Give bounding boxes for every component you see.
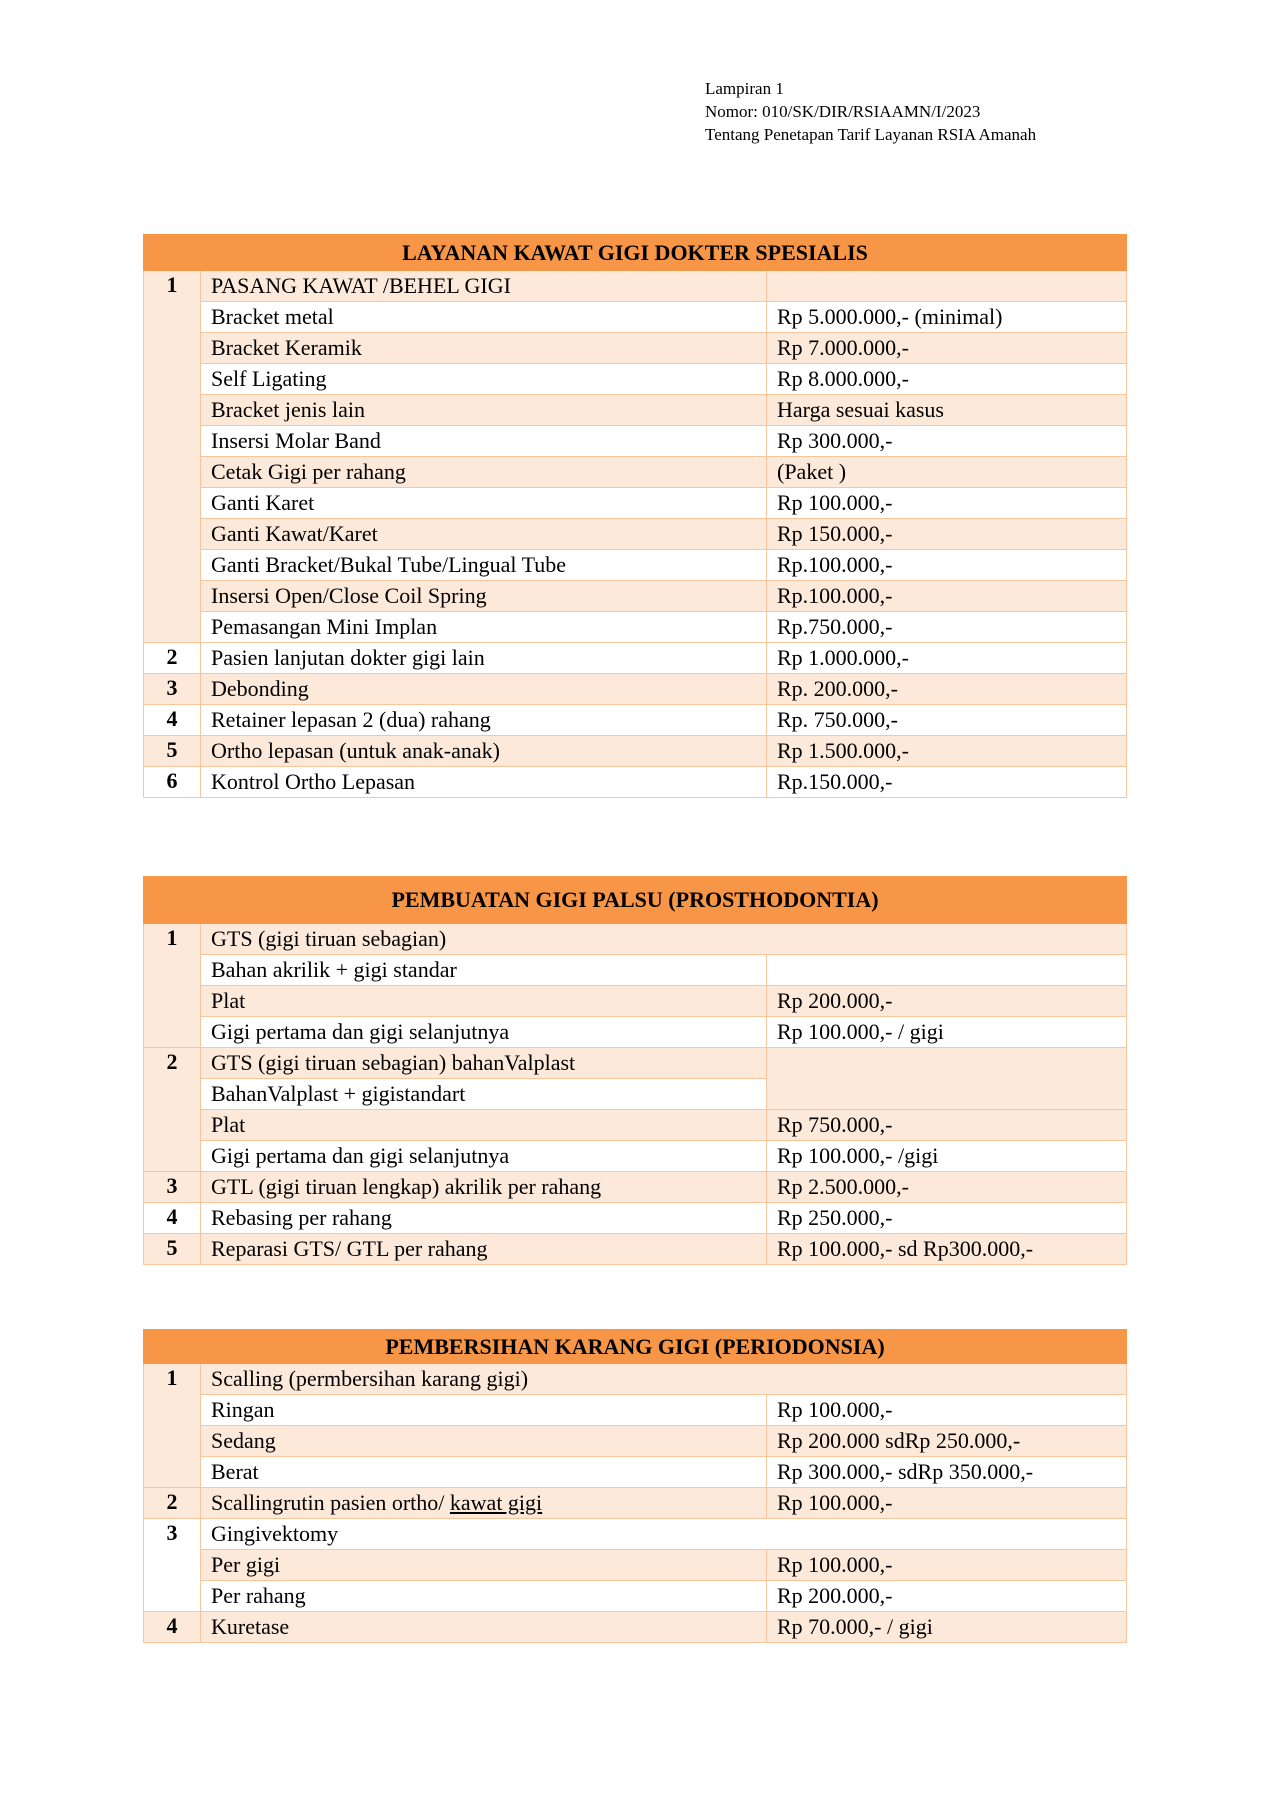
service-name (201, 519, 767, 550)
table-row (144, 705, 1127, 736)
service-name (201, 1141, 767, 1172)
table-row (144, 1488, 1127, 1519)
service-price: Rp.100.000,- (767, 581, 1127, 612)
service-price: Rp 5.000.000,- (minimal) (767, 302, 1127, 333)
service-name-text: Plat (211, 988, 246, 1013)
table-row (144, 1172, 1127, 1203)
table-row (144, 924, 1127, 955)
table-row (144, 457, 1127, 488)
row-number: 3 (144, 1519, 201, 1612)
service-price: Rp 100.000,- (767, 488, 1127, 519)
table-row (144, 302, 1127, 333)
attachment-label: Lampiran 1 (705, 79, 784, 98)
table-row (144, 1203, 1127, 1234)
service-price: Rp 300.000,- (767, 426, 1127, 457)
service-name (201, 550, 767, 581)
table-row (144, 1141, 1127, 1172)
service-name-text: Pasien lanjutan dokter gigi lain (211, 645, 485, 670)
table-row (144, 1550, 1127, 1581)
table-row (144, 1364, 1127, 1395)
service-name (201, 302, 767, 333)
table-row (144, 612, 1127, 643)
table-row (144, 395, 1127, 426)
table-row (144, 550, 1127, 581)
service-price: Rp.750.000,- (767, 612, 1127, 643)
service-name (201, 1110, 767, 1141)
table-row (144, 1426, 1127, 1457)
table-row (144, 767, 1127, 798)
table-row (144, 364, 1127, 395)
service-name-text: GTL (gigi tiruan lengkap) akrilik per rahang (211, 1174, 602, 1199)
service-price: Rp. 200.000,- (767, 674, 1127, 705)
row-number: 6 (144, 767, 201, 798)
table-row (144, 333, 1127, 364)
service-price: Rp 200.000 sdRp 250.000,- (767, 1426, 1127, 1457)
table-row (144, 271, 1127, 302)
service-price (767, 271, 1127, 302)
row-number: 4 (144, 705, 201, 736)
service-name-underlined: kawat gigi (449, 1490, 543, 1515)
service-price: Rp 100.000,- sd Rp300.000,- (767, 1234, 1127, 1265)
row-number: 2 (144, 643, 201, 674)
service-price: Rp 200.000,- (767, 986, 1127, 1017)
service-price: Rp 70.000,- / gigi (767, 1612, 1127, 1643)
table-row (144, 581, 1127, 612)
service-name-text: Bahan akrilik + gigi standar (211, 957, 457, 982)
table-periodontic-services (143, 1329, 1127, 1643)
service-name-text: Rebasing per rahang (211, 1205, 392, 1230)
service-name-text: Gigi pertama dan gigi selanjutnya (211, 1143, 510, 1168)
service-name (201, 364, 767, 395)
service-name (201, 643, 767, 674)
row-number: 2 (144, 1488, 201, 1519)
service-price: Rp 100.000,- (767, 1488, 1127, 1519)
service-name (201, 1519, 1127, 1550)
service-price (767, 1048, 1127, 1110)
table-row (144, 1395, 1127, 1426)
service-price: Rp. 750.000,- (767, 705, 1127, 736)
service-name-text: Ganti Bracket/Bukal Tube/Lingual Tube (211, 552, 567, 577)
service-name-text: Per rahang (211, 1583, 306, 1608)
service-name-text: Scallingrutin pasien ortho/ (211, 1490, 450, 1515)
service-name-text: Ganti Karet (211, 490, 315, 515)
table-row (144, 519, 1127, 550)
table-row (144, 1110, 1127, 1141)
service-name (201, 736, 767, 767)
service-name (201, 1395, 767, 1426)
table-row (144, 736, 1127, 767)
table-row (144, 1519, 1127, 1550)
service-name-text: Kuretase (211, 1614, 290, 1639)
table-prosthodontic-services (143, 876, 1127, 1265)
service-name (201, 457, 767, 488)
service-name-text: Pemasangan Mini Implan (211, 614, 438, 639)
service-name-text: PASANG KAWAT /BEHEL GIGI (211, 273, 511, 298)
table-title: PEMBERSIHAN KARANG GIGI (PERIODONSIA) (144, 1330, 1127, 1364)
service-name-text: Cetak Gigi per rahang (211, 459, 406, 484)
service-price: Rp 7.000.000,- (767, 333, 1127, 364)
service-price: Rp 200.000,- (767, 1581, 1127, 1612)
table-title: LAYANAN KAWAT GIGI DOKTER SPESIALIS (144, 235, 1127, 271)
service-price: Rp 150.000,- (767, 519, 1127, 550)
service-name (201, 674, 767, 705)
service-name (201, 767, 767, 798)
service-price: Rp 8.000.000,- (767, 364, 1127, 395)
row-number: 5 (144, 1234, 201, 1265)
service-name (201, 395, 767, 426)
service-price: Rp 300.000,- sdRp 350.000,- (767, 1457, 1127, 1488)
service-price: Rp 1.000.000,- (767, 643, 1127, 674)
service-name (201, 1488, 767, 1519)
document-header (705, 77, 1036, 146)
service-price: Rp 1.500.000,- (767, 736, 1127, 767)
table-row (144, 1048, 1127, 1079)
service-name (201, 271, 767, 302)
service-name (201, 1234, 767, 1265)
service-name-text: Reparasi GTS/ GTL per rahang (211, 1236, 488, 1261)
table-row (144, 643, 1127, 674)
service-name (201, 1203, 767, 1234)
service-name-text: Gigi pertama dan gigi selanjutnya (211, 1019, 510, 1044)
service-name-text: Sedang (211, 1428, 276, 1453)
row-number: 3 (144, 674, 201, 705)
service-name-text: Debonding (211, 676, 309, 701)
row-number: 4 (144, 1612, 201, 1643)
service-name (201, 333, 767, 364)
service-name (201, 612, 767, 643)
service-price: Rp 2.500.000,- (767, 1172, 1127, 1203)
service-name-text: BahanValplast + gigistandart (211, 1081, 466, 1106)
service-name (201, 924, 1127, 955)
table-row (144, 488, 1127, 519)
service-name-text: Insersi Open/Close Coil Spring (211, 583, 487, 608)
service-name (201, 1550, 767, 1581)
service-name-text: GTS (gigi tiruan sebagian) (211, 926, 447, 951)
service-price: Rp.100.000,- (767, 550, 1127, 581)
service-name-text: Ringan (211, 1397, 275, 1422)
service-name-text: Bracket metal (211, 304, 334, 329)
service-price: Rp 100.000,- (767, 1395, 1127, 1426)
table-row (144, 674, 1127, 705)
row-number: 1 (144, 271, 201, 643)
service-price: Rp 100.000,- / gigi (767, 1017, 1127, 1048)
decree-number: Nomor: 010/SK/DIR/RSIAAMN/I/2023 (705, 102, 981, 121)
service-name-text: Retainer lepasan 2 (dua) rahang (211, 707, 491, 732)
table-row (144, 1581, 1127, 1612)
service-name-text: Scalling (permbersihan karang gigi) (211, 1366, 529, 1391)
service-name (201, 1172, 767, 1203)
service-price: (Paket ) (767, 457, 1127, 488)
service-price: Harga sesuai kasus (767, 395, 1127, 426)
decree-subject: Tentang Penetapan Tarif Layanan RSIA Amanah (705, 125, 1037, 144)
service-name (201, 1426, 767, 1457)
row-number: 1 (144, 1364, 201, 1488)
service-name-text: Ganti Kawat/Karet (211, 521, 378, 546)
service-name (201, 1017, 767, 1048)
service-name-text: Ortho lepasan (untuk anak-anak) (211, 738, 500, 763)
service-name-text: Self Ligating (211, 366, 327, 391)
service-name-text: Berat (211, 1459, 259, 1484)
row-number: 3 (144, 1172, 201, 1203)
table-row (144, 1612, 1127, 1643)
service-name (201, 1457, 767, 1488)
service-price: Rp 750.000,- (767, 1110, 1127, 1141)
service-name-text: GTS (gigi tiruan sebagian) bahanValplast (211, 1050, 576, 1075)
service-name (201, 1048, 767, 1079)
service-name (201, 705, 767, 736)
service-name (201, 1079, 767, 1110)
table-row (144, 1234, 1127, 1265)
service-name (201, 986, 767, 1017)
row-number: 1 (144, 924, 201, 1048)
table-row (144, 1017, 1127, 1048)
row-number: 5 (144, 736, 201, 767)
table-row (144, 426, 1127, 457)
service-name (201, 488, 767, 519)
service-name-text: Per gigi (211, 1552, 281, 1577)
service-name (201, 581, 767, 612)
service-name (201, 1364, 1127, 1395)
table-title: PEMBUATAN GIGI PALSU (PROSTHODONTIA) (144, 877, 1127, 924)
service-name (201, 1612, 767, 1643)
service-name-text: Insersi Molar Band (211, 428, 381, 453)
row-number: 2 (144, 1048, 201, 1172)
service-price: Rp 100.000,- (767, 1550, 1127, 1581)
table-row (144, 986, 1127, 1017)
service-price: Rp.150.000,- (767, 767, 1127, 798)
service-price: Rp 100.000,- /gigi (767, 1141, 1127, 1172)
service-name (201, 1581, 767, 1612)
service-name-text: Kontrol Ortho Lepasan (211, 769, 416, 794)
service-name (201, 426, 767, 457)
table-row (144, 1457, 1127, 1488)
table-row (144, 955, 1127, 986)
service-name-text: Plat (211, 1112, 246, 1137)
service-name-text: Bracket jenis lain (211, 397, 365, 422)
service-name-text: Gingivektomy (211, 1521, 339, 1546)
service-name (201, 955, 767, 986)
service-price: Rp 250.000,- (767, 1203, 1127, 1234)
service-name-text: Bracket Keramik (211, 335, 362, 360)
table-orthodontic-services (143, 234, 1127, 798)
row-number: 4 (144, 1203, 201, 1234)
service-price (767, 955, 1127, 986)
